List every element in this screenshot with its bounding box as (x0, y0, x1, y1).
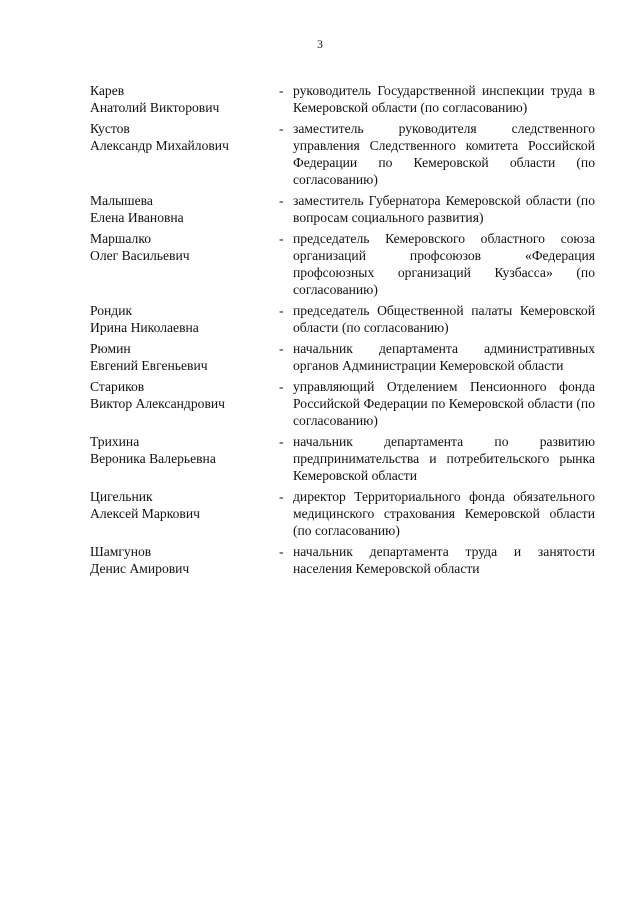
member-given-name: Евгений Евгеньевич (90, 358, 208, 373)
member-role: председатель Кемеровского областного союза организаций профсоюзов «Федерация профсоюзных организаций Кузбасса» (по согласованию) (293, 231, 595, 297)
member-entry (90, 340, 595, 374)
member-given-name: Александр Михайлович (90, 138, 229, 153)
member-name (90, 433, 275, 467)
member-entry (90, 302, 595, 336)
separator-dash: - (279, 489, 284, 504)
member-role: руководитель Государственной инспекции труда в Кемеровской области (по согласованию) (293, 83, 595, 115)
member-surname: Карев (90, 83, 125, 98)
separator-dash: - (279, 83, 284, 98)
member-given-name: Денис Амирович (90, 561, 190, 576)
member-name (90, 192, 275, 226)
member-surname: Трихина (90, 434, 140, 449)
member-name (90, 82, 275, 116)
member-role: заместитель руководителя следственного управления Следственного комитета Российской Федерации по Кемеровской области (по согласованию) (293, 121, 595, 187)
member-role: директор Территориального фонда обязательного медицинского страхования Кемеровской области (по согласованию) (293, 489, 595, 538)
member-surname: Маршалко (90, 231, 152, 246)
member-role: управляющий Отделением Пенсионного фонда Российской Федерации по Кемеровской области (по согласованию) (293, 379, 595, 428)
member-entry (90, 230, 595, 298)
member-entry (90, 488, 595, 539)
member-name (90, 302, 275, 336)
member-surname: Рюмин (90, 341, 131, 356)
member-list (90, 82, 595, 581)
member-role: начальник департамента труда и занятости населения Кемеровской области (293, 544, 595, 576)
member-role: начальник департамента по развитию предпринимательства и потребительского рынка Кемеровской области (293, 434, 595, 483)
member-surname: Стариков (90, 379, 145, 394)
member-entry (90, 543, 595, 577)
member-name (90, 488, 275, 522)
member-role: заместитель Губернатора Кемеровской области (по вопросам социального развития) (293, 193, 595, 225)
member-surname: Цигельник (90, 489, 153, 504)
member-name (90, 378, 275, 412)
separator-dash: - (279, 544, 284, 559)
member-given-name: Олег Васильевич (90, 248, 190, 263)
separator-dash: - (279, 379, 284, 394)
member-surname: Кустов (90, 121, 130, 136)
member-entry (90, 192, 595, 226)
member-entry (90, 433, 595, 484)
member-entry (90, 120, 595, 188)
member-name (90, 120, 275, 154)
member-given-name: Ирина Николаевна (90, 320, 199, 335)
page-number: 3 (317, 37, 323, 51)
member-entry (90, 82, 595, 116)
member-name (90, 543, 275, 577)
member-given-name: Алексей Маркович (90, 506, 200, 521)
separator-dash: - (279, 341, 284, 356)
member-given-name: Анатолий Викторович (90, 100, 220, 115)
member-surname: Шамгунов (90, 544, 152, 559)
member-given-name: Елена Ивановна (90, 210, 184, 225)
member-name (90, 340, 275, 374)
separator-dash: - (279, 231, 284, 246)
member-role: председатель Общественной палаты Кемеровской области (по согласованию) (293, 303, 595, 335)
member-given-name: Виктор Александрович (90, 396, 225, 411)
member-given-name: Вероника Валерьевна (90, 451, 216, 466)
member-name (90, 230, 275, 264)
separator-dash: - (279, 121, 284, 136)
separator-dash: - (279, 193, 284, 208)
separator-dash: - (279, 434, 284, 449)
member-entry (90, 378, 595, 429)
member-surname: Рондик (90, 303, 133, 318)
member-surname: Малышева (90, 193, 153, 208)
separator-dash: - (279, 303, 284, 318)
member-role: начальник департамента административных органов Администрации Кемеровской области (293, 341, 595, 373)
